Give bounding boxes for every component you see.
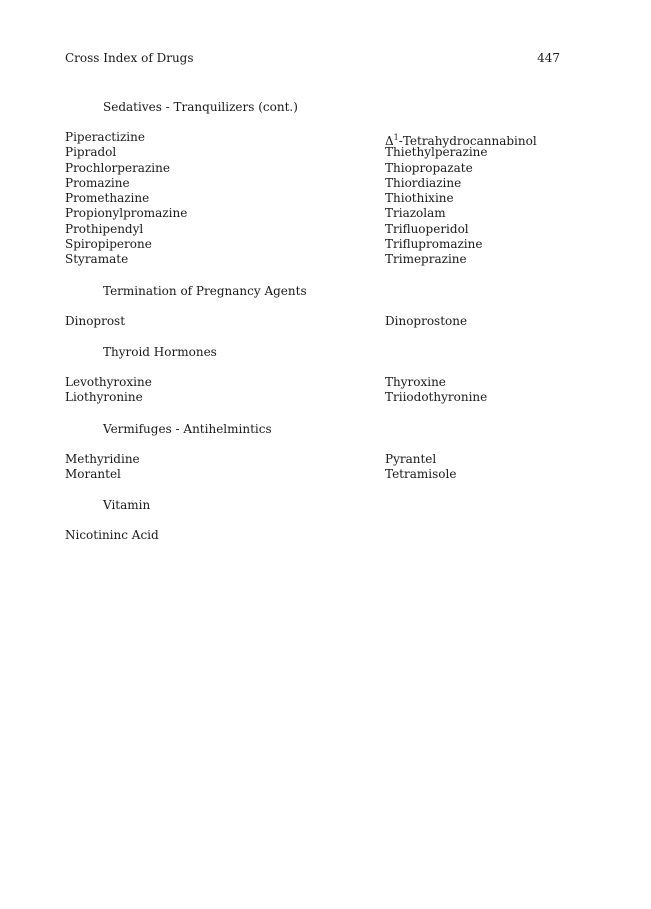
drug-columns (65, 528, 565, 543)
drug-name: Spiropiperone (65, 237, 152, 252)
drug-name: Thyroxine (385, 374, 446, 389)
drug-name: Promethazine (65, 191, 150, 206)
drug-columns (65, 130, 565, 268)
section-vitamin (65, 497, 565, 543)
drug-name: Morantel (65, 466, 121, 481)
drug-columns (65, 314, 565, 329)
right-column (385, 130, 565, 268)
drug-name: Promazine (65, 175, 130, 190)
running-title: Cross Index of Drugs (65, 51, 194, 65)
drug-name: Methyridine (65, 451, 140, 466)
section-termination-of-pregnancy (65, 283, 565, 329)
drug-name: Trimeprazine (385, 252, 467, 267)
page-header (65, 50, 560, 66)
drug-columns (65, 452, 565, 483)
right-column (385, 528, 565, 543)
drug-name: Triiodothyronine (385, 390, 488, 405)
drug-name: Levothyroxine (65, 374, 152, 389)
drug-name: Thiordiazine (385, 175, 462, 190)
drug-name: Piperactizine (65, 130, 145, 144)
left-column (65, 130, 385, 268)
drug-name: Thiopropazate (385, 160, 473, 175)
drug-name: Pipradol (65, 145, 117, 160)
drug-name: Liothyronine (65, 390, 143, 405)
section-title: Termination of Pregnancy Agents (103, 283, 307, 298)
drug-name: Thiothixine (385, 191, 454, 206)
drug-name: Thiethylperazine (385, 145, 488, 160)
section-title: Thyroid Hormones (103, 344, 217, 359)
drug-name: $\Delta^1$-Tetrahydrocannabinol (385, 133, 537, 148)
right-column (385, 314, 565, 329)
right-column (385, 375, 565, 406)
section-title: Sedatives - Tranquilizers (cont.) (103, 100, 298, 114)
drug-name: Dinoprostone (385, 313, 468, 328)
drug-name: Triazolam (385, 206, 446, 221)
drug-name: Triflupromazine (385, 237, 483, 252)
left-column (65, 528, 385, 543)
drug-columns (65, 375, 565, 406)
section-sedatives-tranquilizers (65, 99, 565, 268)
drug-name: Prothipendyl (65, 221, 144, 236)
right-column (385, 452, 565, 483)
left-column (65, 452, 385, 483)
drug-name: Tetramisole (385, 466, 457, 481)
drug-name: Propionylpromazine (65, 206, 188, 221)
section-title: Vermifuges - Antihelmintics (103, 421, 272, 436)
section-vermifuges-antihelmintics (65, 421, 565, 483)
drug-name: Dinoprost (65, 313, 126, 328)
drug-name: Pyrantel (385, 451, 437, 466)
drug-name: Prochlorperazine (65, 160, 170, 175)
drug-name: Styramate (65, 252, 129, 267)
section-title: Vitamin (103, 498, 151, 513)
left-column (65, 314, 385, 329)
drug-name: Nicotininc Acid (65, 528, 159, 543)
left-column (65, 375, 385, 406)
cross-index-content (65, 99, 565, 558)
page-number: 447 (537, 51, 560, 65)
section-thyroid-hormones (65, 344, 565, 406)
drug-name: Trifluoperidol (385, 221, 469, 236)
